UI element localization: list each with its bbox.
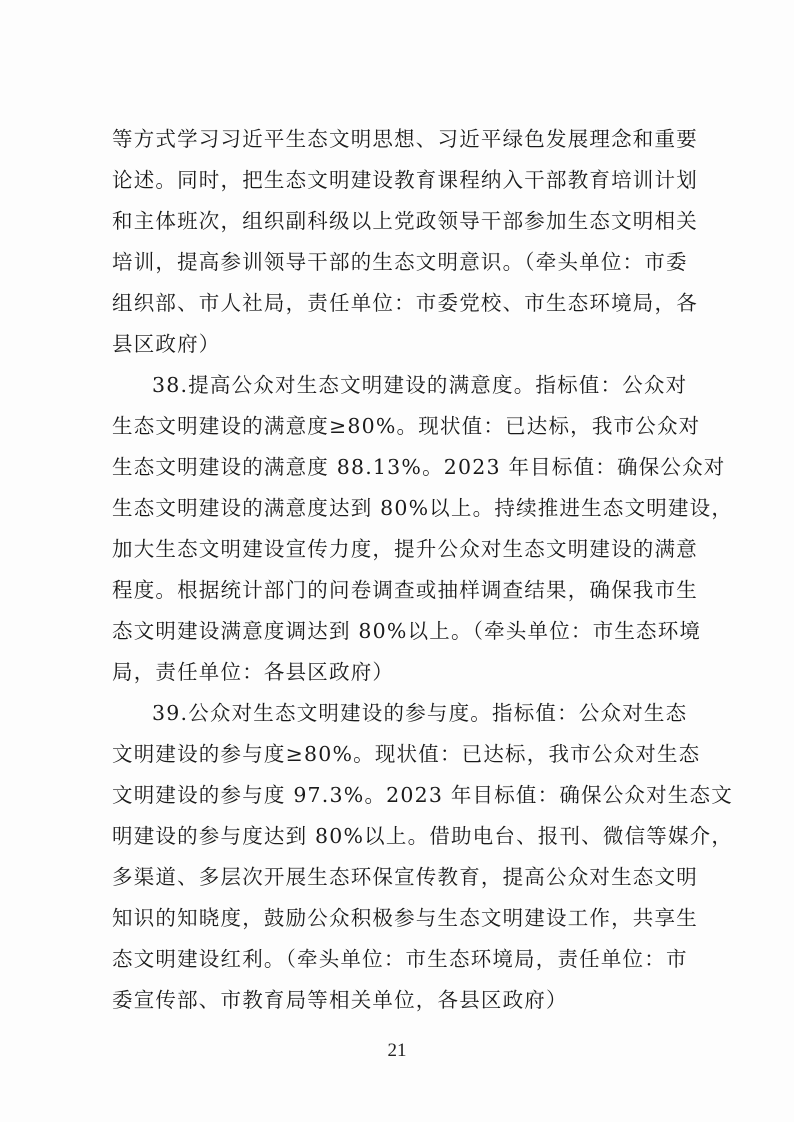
text-line: 态文明建设红利。（牵头单位：市生态环境局，责任单位：市 [112, 947, 688, 971]
text-line: 明建设的参与度达到 80%以上。借助电台、报刊、微信等媒介， [112, 824, 734, 848]
text-line: 生态文明建设的满意度≥80%。现状值：已达标，我市公众对 [112, 414, 701, 438]
document-body [112, 119, 734, 1021]
text-line: 和主体班次，组织副科级以上党政领导干部参加生态文明相关 [112, 209, 698, 233]
text-line: 生态文明建设的满意度 88.13%。2023 年目标值：确保公众对 [112, 455, 726, 479]
text-line: 组织部、市人社局，责任单位：市委党校、市生态环境局，各 [112, 291, 698, 315]
text-line: 38.提高公众对生态文明建设的满意度。指标值：公众对 [152, 373, 688, 397]
text-line: 培训，提高参训领导干部的生态文明意识。（牵头单位：市委 [112, 250, 688, 274]
text-line: 论述。同时，把生态文明建设教育课程纳入干部教育培训计划 [112, 168, 698, 192]
text-line: 加大生态文明建设宣传力度，提升公众对生态文明建设的满意 [112, 537, 698, 561]
text-line: 县区政府） [112, 332, 221, 356]
text-line: 文明建设的参与度 97.3%。2023 年目标值：确保公众对生态文 [112, 783, 733, 807]
text-line: 文明建设的参与度≥80%。现状值：已达标，我市公众对生态 [112, 742, 701, 766]
text-line: 生态文明建设的满意度达到 80%以上。持续推进生态文明建设， [112, 496, 734, 520]
text-line: 委宣传部、市教育局等相关单位，各县区政府） [112, 988, 568, 1012]
text-line: 多渠道、多层次开展生态环保宣传教育，提高公众对生态文明 [112, 865, 698, 889]
text-line: 态文明建设满意度调达到 80%以上。（牵头单位：市生态环境 [112, 619, 702, 643]
text-line: 39.公众对生态文明建设的参与度。指标值：公众对生态 [152, 701, 688, 725]
page-number: 21 [387, 1040, 407, 1061]
text-line: 局，责任单位：各县区政府） [112, 660, 395, 684]
paragraph-item-39 [112, 693, 734, 1021]
text-line: 知识的知晓度，鼓励公众积极参与生态文明建设工作，共享生 [112, 906, 698, 930]
text-line: 等方式学习习近平生态文明思想、习近平绿色发展理念和重要 [112, 127, 698, 151]
text-line: 程度。根据统计部门的问卷调查或抽样调查结果，确保我市生 [112, 578, 698, 602]
paragraph-continuation [112, 119, 698, 365]
paragraph-item-38 [112, 365, 734, 693]
